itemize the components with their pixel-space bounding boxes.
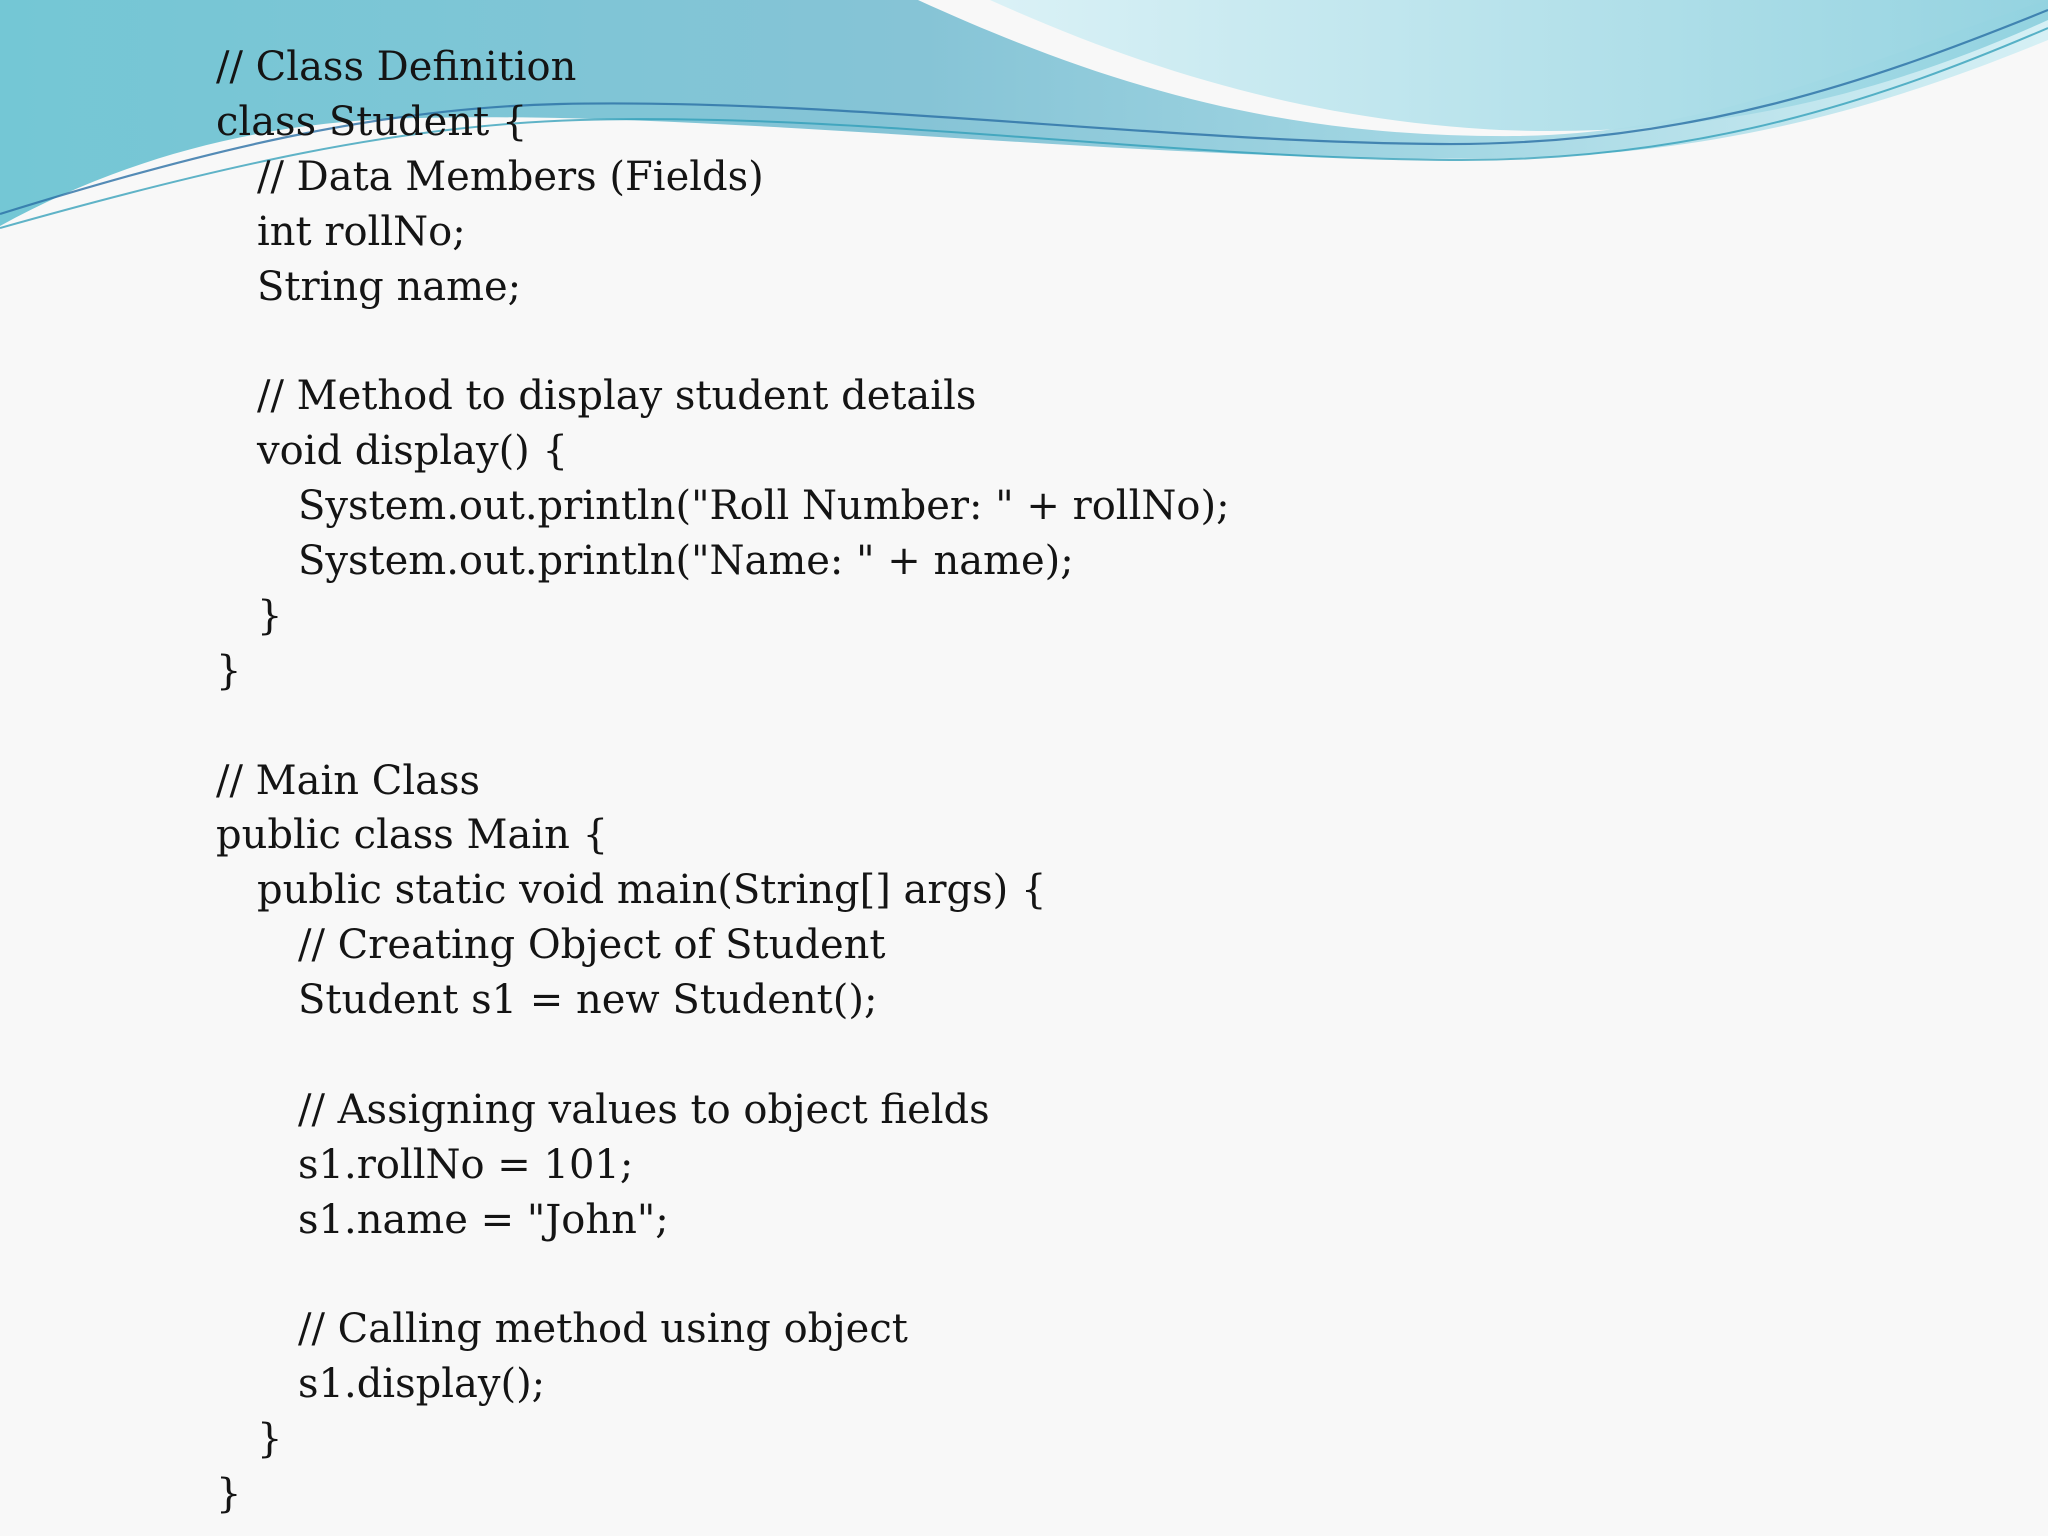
code-line: public static void main(String[] args) { — [257, 867, 1047, 914]
code-line — [216, 314, 1716, 369]
code-line: // Class Definition — [216, 44, 577, 90]
code-line: Student s1 = new Student(); — [298, 977, 878, 1024]
code-line: System.out.println("Name: " + name); — [298, 538, 1074, 585]
code-line: s1.display(); — [298, 1361, 546, 1408]
code-line — [216, 1028, 1716, 1083]
code-line: // Main Class — [216, 757, 481, 804]
code-line: // Method to display student details — [257, 373, 977, 420]
code-line — [216, 1248, 1716, 1303]
code-line: // Data Members (Fields) — [257, 153, 764, 200]
code-line: s1.name = "John"; — [298, 1196, 669, 1243]
code-line: s1.rollNo = 101; — [298, 1141, 634, 1188]
code-line: int rollNo; — [257, 208, 466, 255]
code-line: // Creating Object of Student — [298, 922, 886, 969]
code-line: // Assigning values to object fields — [298, 1086, 990, 1133]
code-line: String name; — [257, 263, 522, 310]
code-line: System.out.println("Roll Number: " + rollNo); — [298, 483, 1230, 530]
code-line: } — [257, 1416, 283, 1463]
code-block — [216, 40, 1716, 1522]
code-line: } — [216, 647, 242, 694]
code-line — [216, 699, 1716, 754]
code-line: } — [216, 1471, 242, 1518]
code-line: class Student { — [216, 98, 528, 145]
code-line: } — [257, 592, 283, 639]
code-line: public class Main { — [216, 812, 609, 859]
code-line: void display() { — [257, 428, 568, 475]
code-line: // Calling method using object — [298, 1306, 908, 1353]
